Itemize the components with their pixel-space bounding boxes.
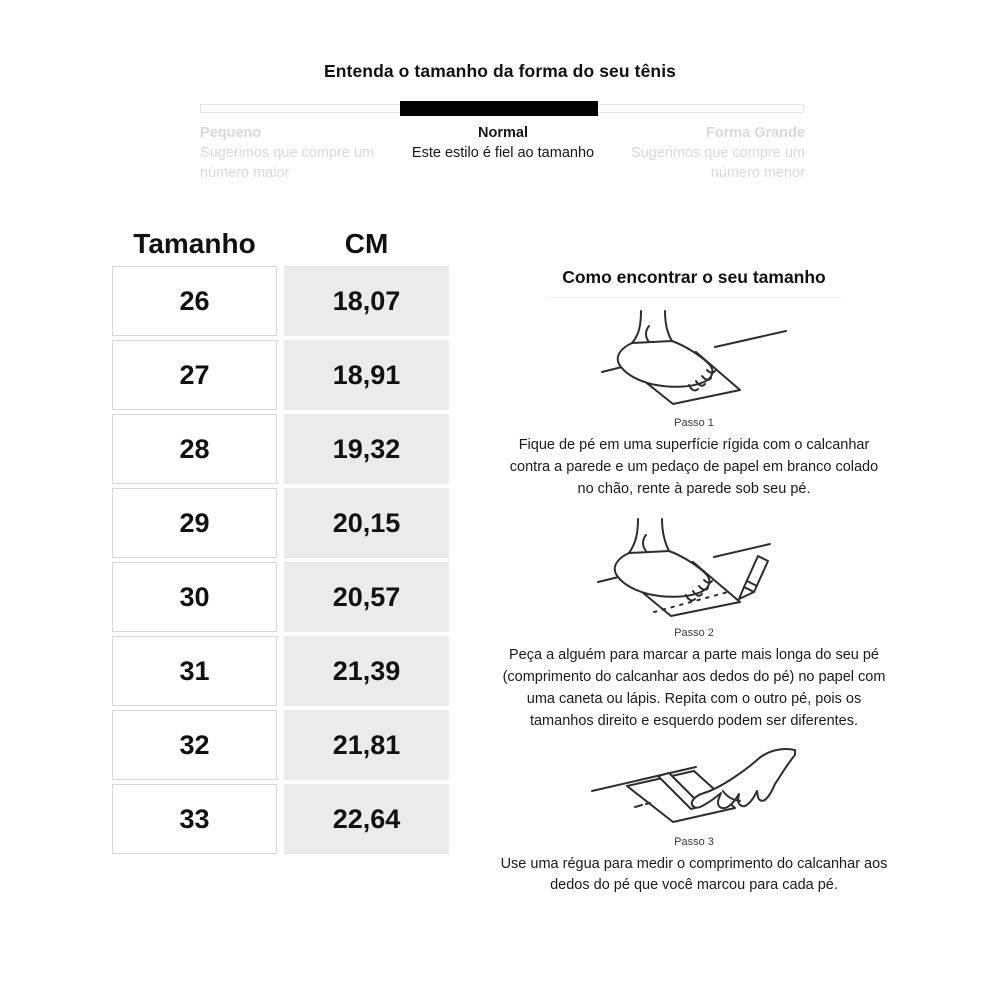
step-label: Passo 2 xyxy=(674,627,714,640)
size-cell: 28 xyxy=(112,414,277,484)
table-row xyxy=(112,710,450,780)
cm-cell: 20,15 xyxy=(284,488,449,558)
size-cell: 31 xyxy=(112,636,277,706)
size-cell: 26 xyxy=(112,266,277,336)
page-title: Entenda o tamanho da forma do seu tênis xyxy=(323,61,676,81)
table-row xyxy=(112,562,450,632)
fit-option-normal xyxy=(411,123,595,163)
fit-option-description: Este estilo é fiel ao tamanho xyxy=(411,145,595,161)
cm-cell: 21,81 xyxy=(284,710,449,780)
hand-ruler-on-paper-icon xyxy=(589,747,799,829)
foot-on-paper-icon xyxy=(599,310,789,410)
column-header-tamanho: Tamanho xyxy=(133,228,256,259)
fit-option-description: Sugerimos que compre um número maior xyxy=(200,145,375,181)
cm-cell: 20,57 xyxy=(284,562,449,632)
foot-on-paper-pencil-icon xyxy=(594,516,794,620)
step-text: Peça a alguém para marcar a parte mais longa do seu pé (comprimento do calcanhar aos dedos do pé) no papel com uma caneta ou lápis. Repita com o outro pé, pois os tamanhos direito e esquerdo podem ser diferentes. xyxy=(502,647,886,729)
table-row xyxy=(112,784,450,854)
step-2 xyxy=(500,516,888,732)
step-text: Fique de pé em uma superfície rígida com o calcanhar contra a parede e um pedaço de papel em branco colado no chão, rente à parede sob seu pé. xyxy=(509,437,879,497)
fit-option-pequeno xyxy=(200,123,382,183)
column-header-cm: CM xyxy=(344,228,389,259)
fit-option-label: Forma Grande xyxy=(705,125,805,141)
fit-option-forma-grande xyxy=(623,123,805,183)
cm-cell: 18,91 xyxy=(284,340,449,410)
step-label: Passo 1 xyxy=(674,417,714,429)
size-cell: 30 xyxy=(112,562,277,632)
how-to-title: Como encontrar o seu tamanho xyxy=(562,267,826,287)
step-label: Passo 3 xyxy=(674,835,714,848)
size-table xyxy=(112,228,450,858)
how-to-section xyxy=(500,266,888,897)
cm-cell: 18,07 xyxy=(284,266,449,336)
step-1 xyxy=(500,310,888,500)
fit-scale-active-segment xyxy=(400,101,598,116)
fit-option-label: Pequeno xyxy=(200,125,262,141)
table-row xyxy=(112,636,450,706)
table-row xyxy=(112,340,450,410)
table-row xyxy=(112,266,450,336)
size-cell: 32 xyxy=(112,710,277,780)
size-cell: 29 xyxy=(112,488,277,558)
table-row xyxy=(112,414,450,484)
size-table-header xyxy=(112,228,450,260)
step-text: Use uma régua para medir o comprimento do calcanhar aos dedos do pé que você marcou para cada pé. xyxy=(500,855,888,894)
step-3 xyxy=(500,747,888,898)
cm-cell: 21,39 xyxy=(284,636,449,706)
table-row xyxy=(112,488,450,558)
fit-option-description: Sugerimos que compre um número menor xyxy=(630,145,805,181)
fit-option-label: Normal xyxy=(478,125,528,141)
cm-cell: 19,32 xyxy=(284,414,449,484)
cm-cell: 22,64 xyxy=(284,784,449,854)
size-cell: 33 xyxy=(112,784,277,854)
divider xyxy=(546,297,842,298)
size-cell: 27 xyxy=(112,340,277,410)
